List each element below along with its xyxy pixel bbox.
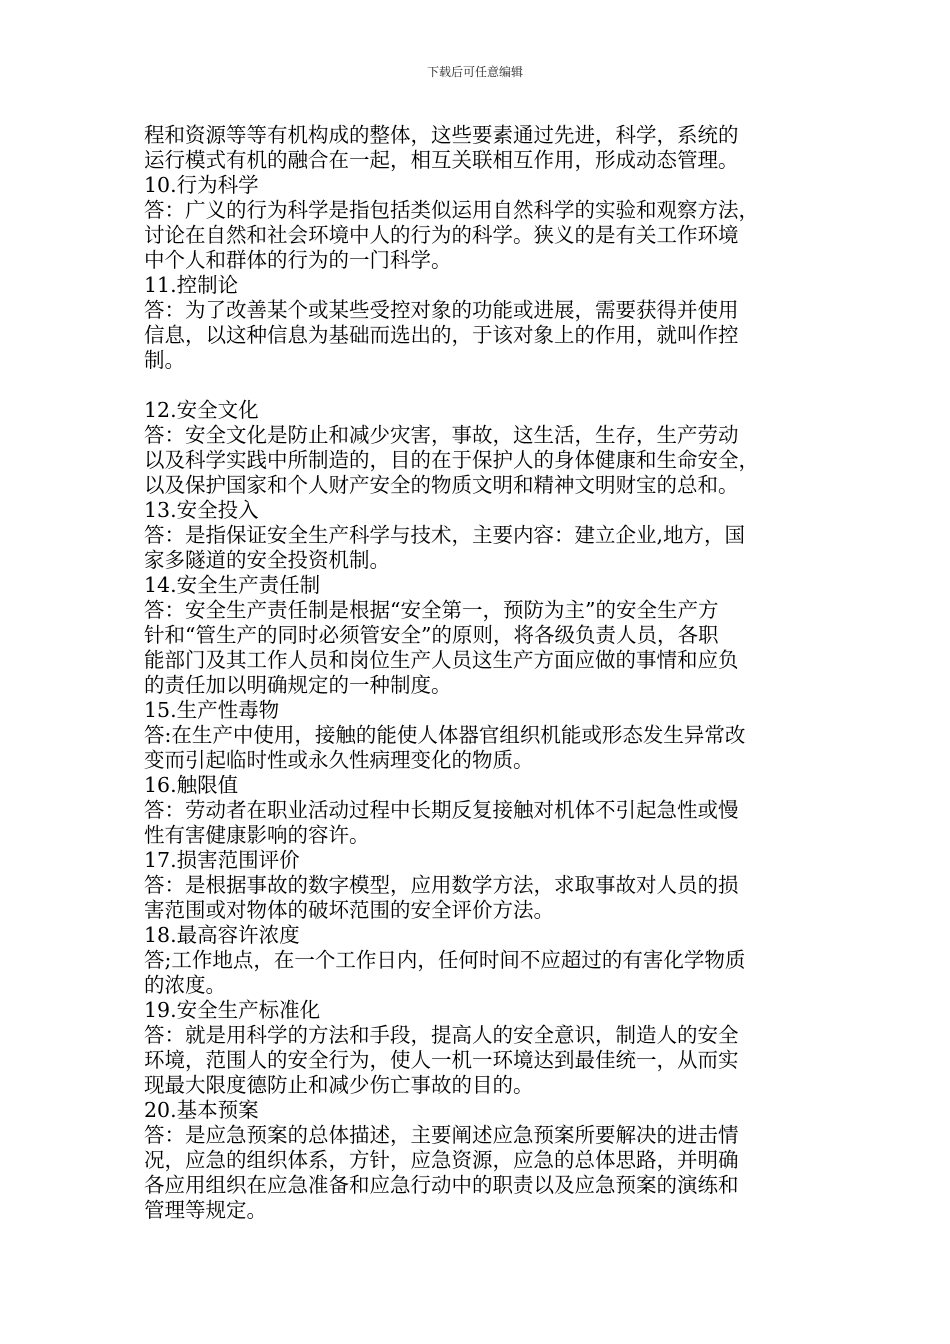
text-line: 运行模式有机的融合在一起，相互关联相互作用，形成动态管理。 xyxy=(144,148,739,172)
text-line: 各应用组织在应急准备和应急行动中的职责以及应急预案的演练和 xyxy=(144,1173,739,1197)
term-heading: 20.基本预案 xyxy=(144,1098,259,1122)
text-line: 中个人和群体的行为的一门科学。 xyxy=(144,248,452,272)
text-line: 答：劳动者在职业活动过程中长期反复接触对机体不引起急性或慢 xyxy=(144,798,739,822)
text-line: 答;工作地点，在一个工作日内，任何时间不应超过的有害化学物质 xyxy=(144,948,746,972)
text-line: 家多隧道的安全投资机制。 xyxy=(144,548,390,572)
document-body xyxy=(144,123,820,1223)
text-line: 环境，范围人的安全行为，使人一机一环境达到最佳统一，从而实 xyxy=(144,1048,739,1072)
page-header: 下载后可任意编辑 xyxy=(426,65,523,79)
text-line: 答：是应急预案的总体描述，主要阐述应急预案所要解决的进击情 xyxy=(144,1123,739,1147)
term-heading: 16.触限值 xyxy=(144,773,239,797)
text-line: 制。 xyxy=(144,348,185,372)
text-line: 以及科学实践中所制造的，目的在于保护人的身体健康和生命安全， xyxy=(144,448,759,472)
text-line: 答：安全生产责任制是根据“安全第一，预防为主”的安全生产方 xyxy=(144,598,719,622)
text-line: 程和资源等等有机构成的整体，这些要素通过先进，科学，系统的 xyxy=(144,123,739,147)
text-line: 害范围或对物体的破坏范围的安全评价方法。 xyxy=(144,898,554,922)
text-line: 性有害健康影响的容许。 xyxy=(144,823,370,847)
text-line: 现最大限度德防止和减少伤亡事故的目的。 xyxy=(144,1073,534,1097)
text-line: 答：是根据事故的数字模型，应用数学方法，求取事故对人员的损 xyxy=(144,873,739,897)
text-line: 答：为了改善某个或某些受控对象的功能或进展，需要获得并使用 xyxy=(144,298,739,322)
term-heading: 10.行为科学 xyxy=(144,173,259,197)
text-line: 以及保护国家和个人财产安全的物质文明和精神文明财宝的总和。 xyxy=(144,473,739,497)
text-line: 管理等规定。 xyxy=(144,1198,267,1222)
text-line: 的浓度。 xyxy=(144,973,226,997)
text-line: 答：就是用科学的方法和手段，提高人的安全意识，制造人的安全 xyxy=(144,1023,739,1047)
text-line: 讨论在自然和社会环境中人的行为的科学。狭义的是有关工作环境 xyxy=(144,223,739,247)
term-heading: 15.生产性毒物 xyxy=(144,698,280,722)
term-heading: 19.安全生产标准化 xyxy=(144,998,321,1022)
text-line: 答：安全文化是防止和减少灾害，事故，这生活，生存，生产劳动 xyxy=(144,423,739,447)
term-heading: 12.安全文化 xyxy=(144,398,259,422)
term-heading: 18.最高容许浓度 xyxy=(144,923,300,947)
text-line: 针和“管生产的同时必须管安全”的原则，将各级负责人员，各职 xyxy=(144,623,719,647)
text-line: 信息，以这种信息为基础而选出的，于该对象上的作用，就叫作控 xyxy=(144,323,739,347)
term-heading: 17.损害范围评价 xyxy=(144,848,300,872)
text-line: 答:在生产中使用，接触的能使人体器官组织机能或形态发生异常改 xyxy=(144,723,746,747)
term-heading: 11.控制论 xyxy=(144,273,239,297)
blank-line xyxy=(144,373,820,398)
text-line: 答：广义的行为科学是指包括类似运用自然科学的实验和观察方法， xyxy=(144,198,759,222)
text-line: 答：是指保证安全生产科学与技术，主要内容：建立企业,地方，国 xyxy=(144,523,746,547)
term-heading: 13.安全投入 xyxy=(144,498,259,522)
text-line: 能部门及其工作人员和岗位生产人员这生产方面应做的事情和应负 xyxy=(144,648,739,672)
text-line: 变而引起临时性或永久性病理变化的物质。 xyxy=(144,748,534,772)
text-line: 况，应急的组织体系，方针，应急资源，应急的总体思路，并明确 xyxy=(144,1148,739,1172)
term-heading: 14.安全生产责任制 xyxy=(144,573,321,597)
text-line: 的责任加以明确规定的一种制度。 xyxy=(144,673,452,697)
